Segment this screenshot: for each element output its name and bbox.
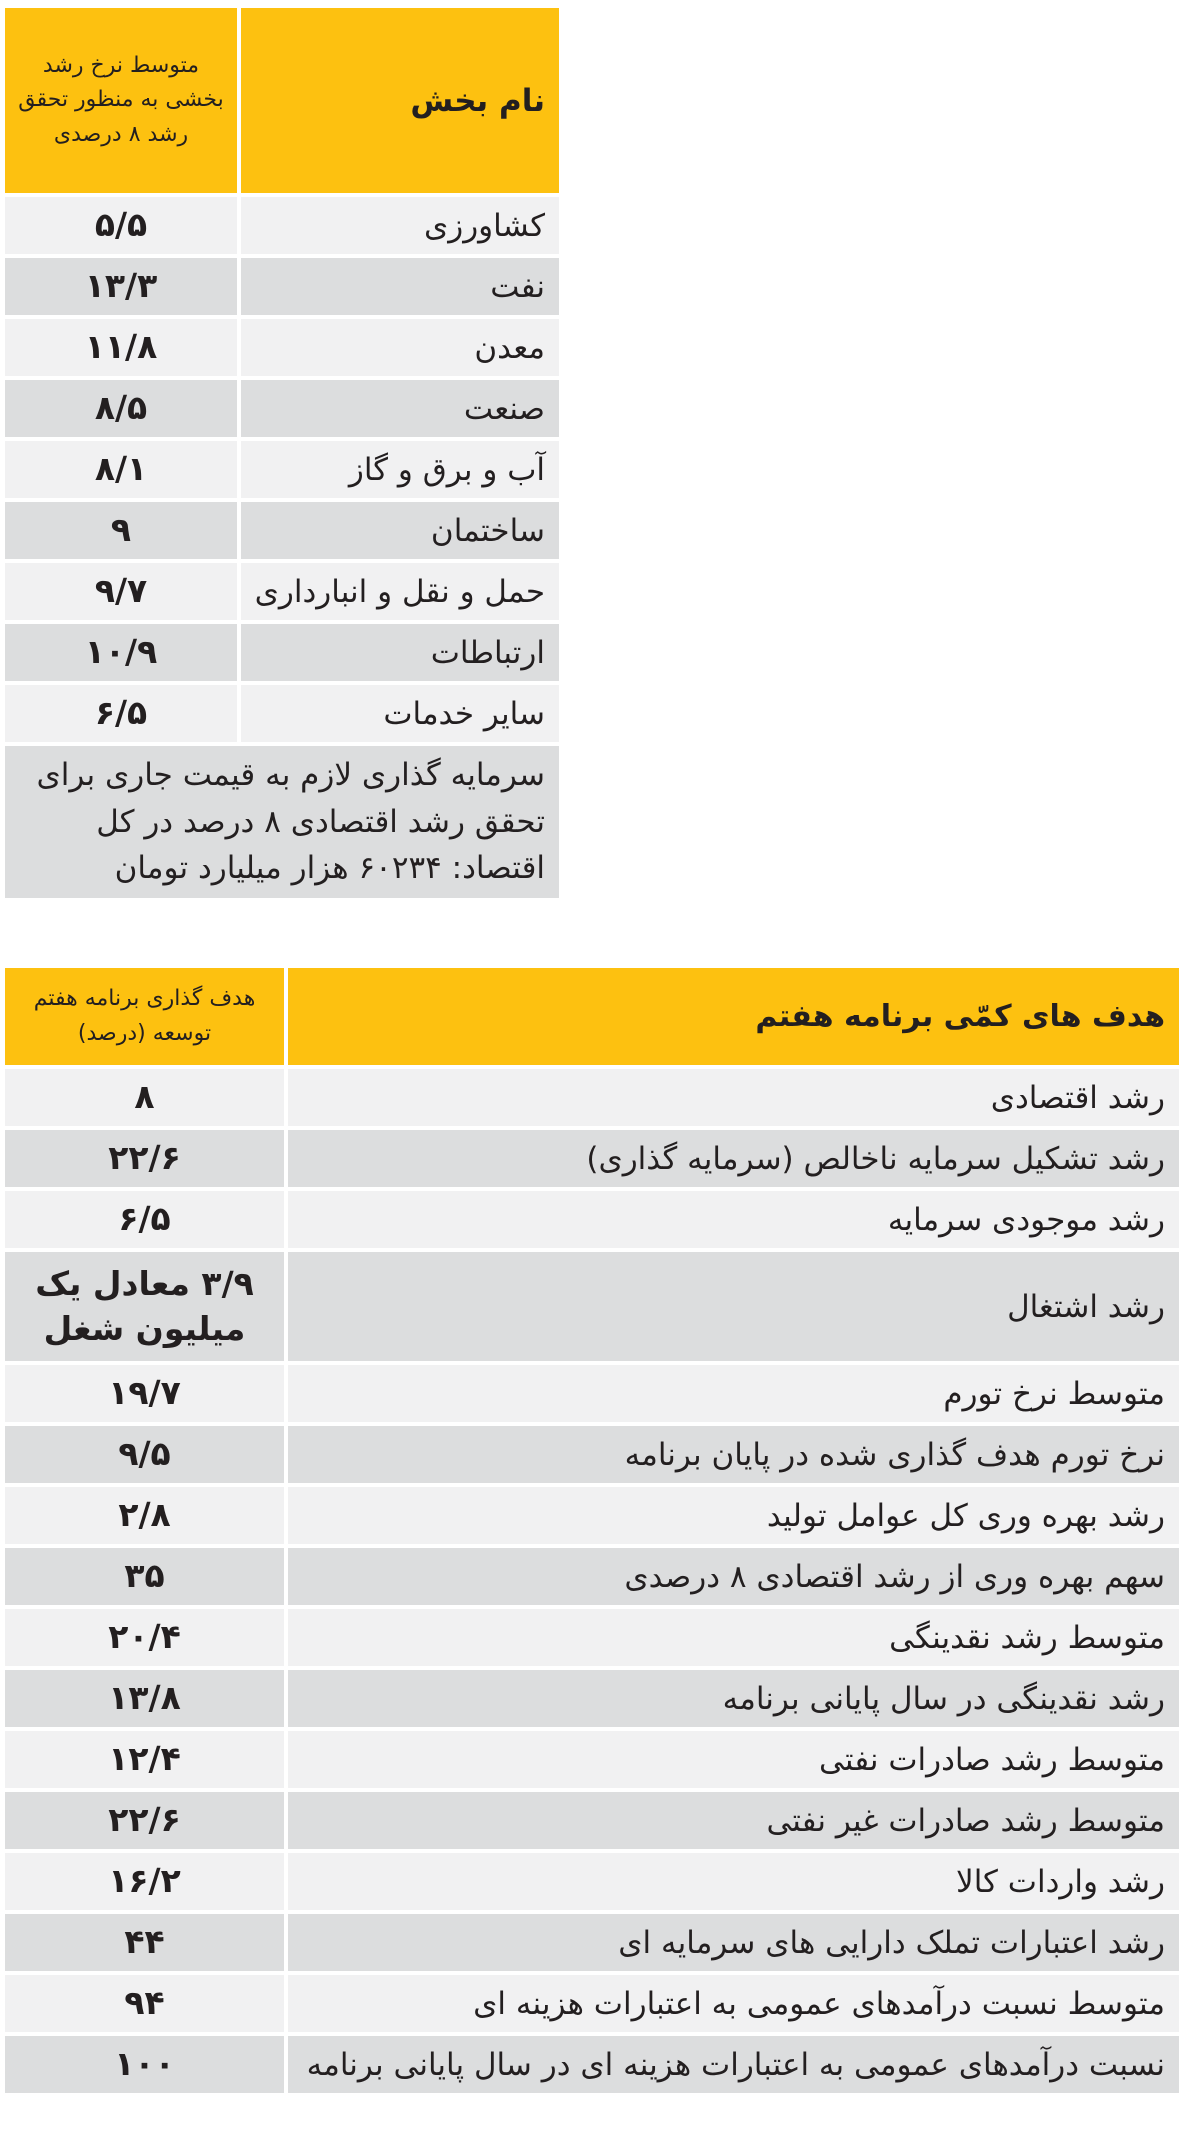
table-row-label: معدن [241, 319, 559, 376]
table-row-label: نرخ تورم هدف گذاری شده در پایان برنامه [288, 1426, 1179, 1483]
targets-header-value: هدف گذاری برنامه هفتم توسعه (درصد) [5, 968, 284, 1065]
table-row-label: حمل و نقل و انبارداری [241, 563, 559, 620]
targets-header-name: هدف های کمّی برنامه هفتم [288, 968, 1179, 1065]
table-row-value: ۹/۵ [5, 1426, 284, 1483]
investment-note: سرمایه گذاری لازم به قیمت جاری برای تحقق رشد اقتصادی ۸ درصد در کل اقتصاد: ۶۰۲۳۴ هزار میلیارد تومان [5, 746, 559, 898]
table-row-label: آب و برق و گاز [241, 441, 559, 498]
table-row-value: ۳۵ [5, 1548, 284, 1605]
table-row-label: متوسط رشد صادرات نفتی [288, 1731, 1179, 1788]
table-row-value: ۱۶/۲ [5, 1853, 284, 1910]
table-row-value: ۲۲/۶ [5, 1130, 284, 1187]
table-row-value: ۴۴ [5, 1914, 284, 1971]
table-row-value: ۲/۸ [5, 1487, 284, 1544]
table-row-value: ۱۳/۸ [5, 1670, 284, 1727]
table-row-value: ۲۲/۶ [5, 1792, 284, 1849]
table-row-label: صنعت [241, 380, 559, 437]
table-row-value: ۱۰۰ [5, 2036, 284, 2093]
table-row-value: ۱۱/۸ [5, 319, 237, 376]
table-row-value: ۶/۵ [5, 1191, 284, 1248]
table-row-label: رشد واردات کالا [288, 1853, 1179, 1910]
table-row-value: ۱۰/۹ [5, 624, 237, 681]
table-row-label: متوسط نرخ تورم [288, 1365, 1179, 1422]
sector-header-value: متوسط نرخ رشد بخشی به منظور تحقق رشد ۸ درصدی [5, 8, 237, 193]
table-row-label: ساختمان [241, 502, 559, 559]
table-row-value: ۹/۷ [5, 563, 237, 620]
table-row-value: ۱۳/۳ [5, 258, 237, 315]
table-row-value: ۶/۵ [5, 685, 237, 742]
table-row-label: کشاورزی [241, 197, 559, 254]
table-row-label: رشد اعتبارات تملک دارایی های سرمایه ای [288, 1914, 1179, 1971]
table-row-label: سهم بهره وری از رشد اقتصادی ۸ درصدی [288, 1548, 1179, 1605]
table-row-label: نسبت درآمدهای عمومی به اعتبارات هزینه ای در سال پایانی برنامه [288, 2036, 1179, 2093]
table-row-value: ۵/۵ [5, 197, 237, 254]
table-row-value: ۳/۹ معادل یک میلیون شغل [5, 1252, 284, 1361]
table-row-value: ۸ [5, 1069, 284, 1126]
table-row-value: ۱۹/۷ [5, 1365, 284, 1422]
table-row-label: ارتباطات [241, 624, 559, 681]
table-row-value: ۹۴ [5, 1975, 284, 2032]
table-row-value: ۸/۵ [5, 380, 237, 437]
table-row-label: متوسط رشد نقدینگی [288, 1609, 1179, 1666]
table-row-value: ۱۲/۴ [5, 1731, 284, 1788]
sector-growth-table [5, 8, 559, 898]
table-row-label: رشد اقتصادی [288, 1069, 1179, 1126]
table-row-value: ۹ [5, 502, 237, 559]
table-row-label: رشد تشکیل سرمایه ناخالص (سرمایه گذاری) [288, 1130, 1179, 1187]
seventh-plan-targets-table [5, 968, 1179, 2093]
table-row-label: متوسط رشد صادرات غیر نفتی [288, 1792, 1179, 1849]
table-row-label: رشد موجودی سرمایه [288, 1191, 1179, 1248]
table-row-label: رشد بهره وری کل عوامل تولید [288, 1487, 1179, 1544]
table-row-value: ۸/۱ [5, 441, 237, 498]
table-row-label: رشد اشتغال [288, 1252, 1179, 1361]
sector-header-name: نام بخش [241, 8, 559, 193]
table-row-label: نفت [241, 258, 559, 315]
table-row-label: سایر خدمات [241, 685, 559, 742]
table-row-value: ۲۰/۴ [5, 1609, 284, 1666]
table-row-label: رشد نقدینگی در سال پایانی برنامه [288, 1670, 1179, 1727]
table-row-label: متوسط نسبت درآمدهای عمومی به اعتبارات هزینه ای [288, 1975, 1179, 2032]
